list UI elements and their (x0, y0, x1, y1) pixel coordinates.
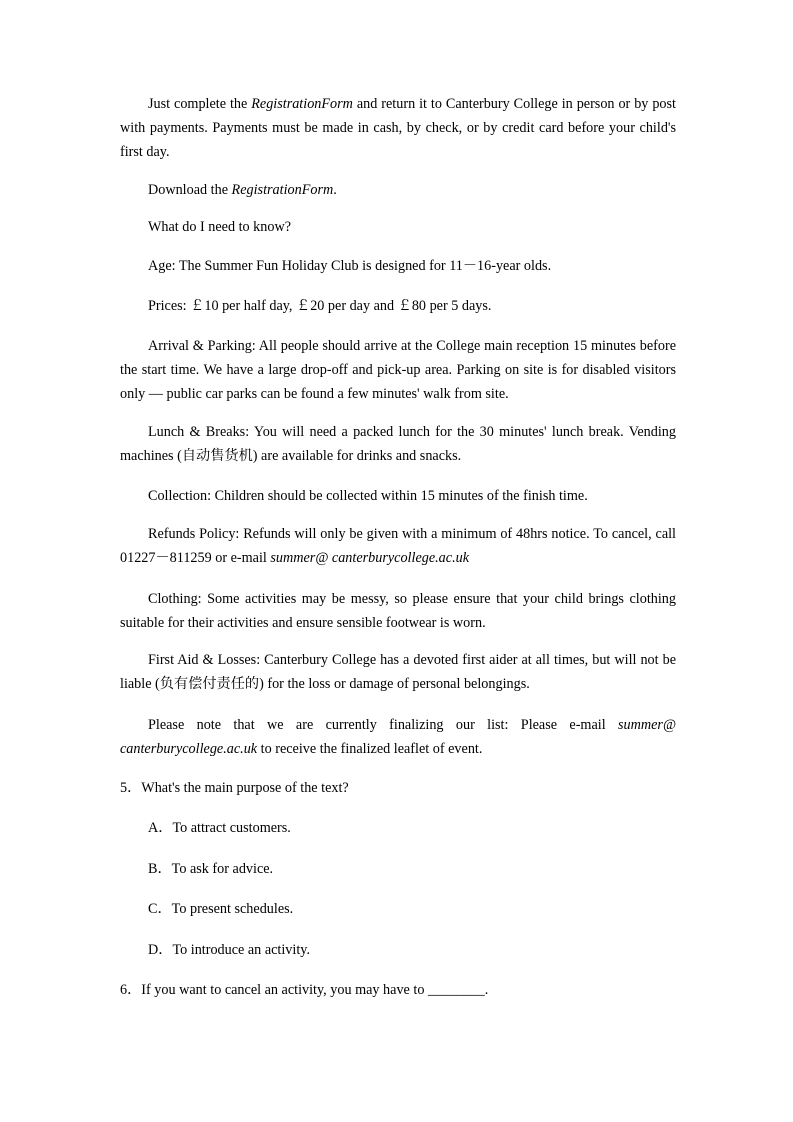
registration-form-term: RegistrationForm (251, 96, 353, 112)
option-letter: D． (148, 942, 173, 958)
refunds-paragraph (120, 522, 676, 570)
question-6 (120, 978, 676, 1002)
text-run: Please note that we are currently finalizing our list: Please e-mail (148, 717, 619, 733)
text-run: to receive the finalized leaflet of event. (257, 741, 483, 757)
option-text: To present schedules. (171, 901, 294, 917)
clothing-paragraph: Clothing: Some activities may be messy, so please ensure that your child brings clothing suitable for their activities and ensure sensible footwear is worn. (120, 591, 676, 631)
section-heading: What do I need to know? (148, 219, 292, 235)
question-5-option-b (148, 857, 676, 881)
option-letter: C． (148, 901, 172, 917)
option-text: To ask for advice. (171, 861, 274, 877)
option-letter: B． (148, 861, 172, 877)
question-5-option-d (148, 938, 676, 962)
download-paragraph (120, 178, 676, 202)
text-run: and return it to Canterbury College in person or by post with payments. Payments must be made in cash, by check, or by credit card before your child's first day. (120, 96, 676, 160)
text-run: Download the (148, 182, 232, 198)
registration-form-link[interactable]: RegistrationForm (231, 182, 334, 198)
collection-paragraph: Collection: Children should be collected within 15 minutes of the finish time. (148, 488, 588, 504)
leaflet-email-link[interactable]: summer@ canterburycollege.ac.uk (120, 717, 676, 757)
refunds-email-link[interactable]: summer@ canterburycollege.ac.uk (270, 550, 470, 566)
text-run: Refunds Policy: Refunds will only be given with a minimum of 48hrs notice. To cancel, call 01227－811259 or e-mail (120, 526, 676, 566)
text-run: . (333, 182, 337, 198)
lunch-breaks-paragraph: Lunch & Breaks: You will need a packed lunch for the 30 minutes' lunch break. Vending machines (自动售货机) are available for drinks and snacks. (120, 424, 676, 464)
question-number: 5． (120, 780, 142, 796)
age-paragraph: Age: The Summer Fun Holiday Club is designed for 11－16-year olds. (148, 258, 552, 274)
option-letter: A． (148, 820, 173, 836)
question-text: If you want to cancel an activity, you may have to (141, 982, 428, 998)
option-text: To introduce an activity. (172, 942, 310, 958)
arrival-parking-paragraph: Arrival & Parking: All people should arrive at the College main reception 15 minutes before the start time. We have a large drop-off and pick-up area. Parking on site is for disabled visitors only — public car parks can be found a few minutes' walk from site. (120, 338, 676, 402)
question-number: 6． (120, 982, 142, 998)
question-5-option-a (148, 816, 676, 840)
registration-paragraph (120, 92, 676, 164)
question-5 (120, 776, 676, 800)
option-text: To attract customers. (172, 820, 291, 836)
answer-blank: ________ (427, 982, 485, 998)
finalizing-paragraph (120, 713, 676, 761)
first-aid-paragraph: First Aid & Losses: Canterbury College has a devoted first aider at all times, but will not be liable (负有偿付责任的) for the loss or damage of personal belongings. (120, 652, 676, 692)
text-run: Just complete the (148, 96, 252, 112)
question-5-option-c (148, 897, 676, 921)
question-text: What's the main purpose of the text? (141, 780, 349, 796)
text-run: . (484, 982, 489, 998)
prices-paragraph: Prices: ￡10 per half day, ￡20 per day and ￡80 per 5 days. (148, 298, 492, 314)
